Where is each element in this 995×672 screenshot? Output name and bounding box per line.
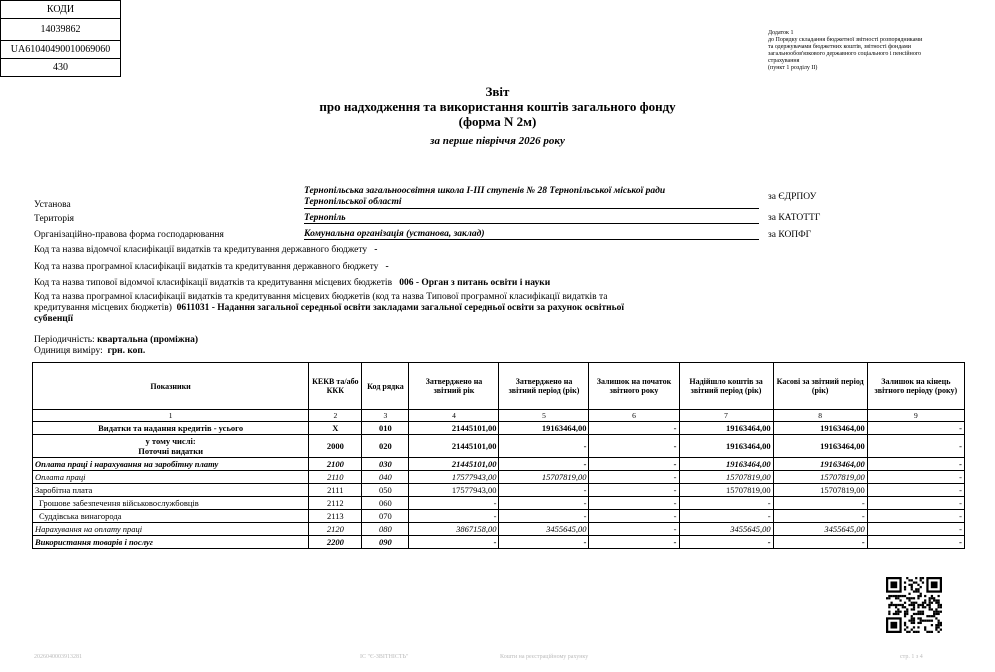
cell-c7: - [679,497,773,510]
cell-code: 080 [362,523,409,536]
cell-c5: - [499,458,589,471]
row-name: Використання товарів і послуг [33,536,309,549]
cell-code: 060 [362,497,409,510]
table-row [33,484,965,497]
institution-label: Установа [34,200,71,210]
cell-c9: - [867,536,964,549]
table-header-row [33,363,965,410]
col-number: 3 [362,410,409,422]
table-row [33,422,965,435]
org-form-label: Організаційно-правова форма господарювання [34,230,224,240]
cell-c4: 21445101,00 [409,435,499,458]
footer-account: Кошти на реєстраційному рахунку [500,654,589,660]
cell-kekv: 2110 [309,471,362,484]
cell-c9: - [867,471,964,484]
cell-c8: 15707819,00 [773,471,867,484]
col-header: Касові за звітний період (рік) [773,363,867,410]
row-name: Видатки та надання кредитів - усього [33,422,309,435]
cell-c8: 19163464,00 [773,435,867,458]
prog-local-label: Код та назва програмної класифікації видатків та кредитування місцевих бюджетів (код та назва Типової програмної класифікації видатків та [34,292,608,302]
col-number: 6 [589,410,679,422]
cell-kekv: 2200 [309,536,362,549]
col-header: Залишок на кінець звітного періоду (року) [867,363,964,410]
report-subtitle: про надходження та використання коштів загального фонду [319,99,676,114]
cell-c6: - [589,523,679,536]
cell-c9: - [867,458,964,471]
cell-kekv: 2100 [309,458,362,471]
table-row [33,435,965,458]
cell-c4: 21445101,00 [409,422,499,435]
appendix-line: (пункт 1 розділу II) [768,65,818,71]
cell-c8: 15707819,00 [773,484,867,497]
cell-c7: 15707819,00 [679,471,773,484]
unit-line [34,346,145,356]
cell-c9: - [867,422,964,435]
row-name-line: у тому числі: [145,436,196,446]
institution-line: Тернопільської області [304,197,402,207]
cell-kekv: 2120 [309,523,362,536]
cell-code: 040 [362,471,409,484]
report-period: за перше півріччя 2026 року [430,135,565,147]
cell-c9: - [867,510,964,523]
col-number: 4 [409,410,499,422]
column-number-row [33,410,965,422]
unit-label: Одиниця виміру: [34,346,103,356]
row-name: Оплата праці і нарахування на заробітну плату [33,458,309,471]
cell-c4: 21445101,00 [409,458,499,471]
prog-local-block [34,292,754,325]
cell-c7: - [679,510,773,523]
cell-kekv: 2111 [309,484,362,497]
table-row [33,471,965,484]
cell-code: 010 [362,422,409,435]
cell-c8: - [773,510,867,523]
cell-kekv: X [309,422,362,435]
territory-label: Територія [34,214,75,224]
table-row [33,497,965,510]
cell-c6: - [589,422,679,435]
footer-doc-id: 2026040003913281 [34,654,82,660]
cell-c9: - [867,435,964,458]
row-name: Заробітна плата [33,484,309,497]
typical-value: 006 - Орган з питань освіти і науки [399,278,551,288]
cell-c6: - [589,510,679,523]
cell-c9: - [867,484,964,497]
cell-c7: 19163464,00 [679,458,773,471]
report-title: Звіт [485,84,510,99]
col-header: Код рядка [362,363,409,410]
table-row [33,536,965,549]
cell-c6: - [589,435,679,458]
katottg-code: UA61040490010069060 [1,41,121,59]
cell-kekv: 2112 [309,497,362,510]
typical-label: Код та назва типової відомчої класифікації видатків та кредитування місцевих бюджетів [34,278,393,288]
cell-c7: 19163464,00 [679,435,773,458]
kopfg-code: 430 [1,59,121,77]
cell-c8: 19163464,00 [773,422,867,435]
cell-c5: - [499,510,589,523]
cell-code: 090 [362,536,409,549]
prog-local-label-cont: кредитування місцевих бюджетів) [34,303,172,313]
cell-c7: 19163464,00 [679,422,773,435]
table-row [33,458,965,471]
cell-c7: - [679,536,773,549]
cell-c6: - [589,484,679,497]
unit-value: грн. коп. [107,346,146,356]
row-name [33,435,309,458]
katottg-label: за КАТОТТГ [768,213,821,223]
appendix-line: страхування [768,58,800,64]
col-number: 7 [679,410,773,422]
footer-system: ІС "Є-ЗВІТНІСТЬ" [360,654,409,660]
periodicity-label: Періодичність: [34,335,95,345]
cell-c4: 17577943,00 [409,471,499,484]
codes-header: КОДИ [1,1,121,19]
institution-value [304,186,759,209]
cell-c8: - [773,536,867,549]
cell-c5: - [499,497,589,510]
kopfg-label: за КОПФГ [768,230,812,240]
edrpou-code: 14039862 [1,19,121,41]
cell-c9: - [867,497,964,510]
prog-local-value: 0611031 - Надання загальної середньої освіти закладами загальної середньої освіти за рахунок освітньої [176,303,625,313]
cell-c5: 3455645,00 [499,523,589,536]
cell-c5: - [499,536,589,549]
cell-c5: - [499,484,589,497]
periodicity-line [34,335,198,345]
cell-c4: - [409,510,499,523]
typical-line [34,278,550,288]
cell-c8: - [773,497,867,510]
qr-code-icon [886,577,942,633]
col-header: Затверджено на звітний період (рік) [499,363,589,410]
cell-c6: - [589,536,679,549]
col-header: Залишок на початок звітного року [589,363,679,410]
col-header: Надійшло коштів за звітний період (рік) [679,363,773,410]
table-row [33,510,965,523]
org-form-value: Комунальна організація (установа, заклад) [304,229,759,240]
cell-c6: - [589,471,679,484]
col-number: 1 [33,410,309,422]
cell-c5: - [499,435,589,458]
report-form: (форма N 2м) [458,114,537,129]
col-number: 9 [867,410,964,422]
cell-c6: - [589,497,679,510]
institution-line: Тернопільська загальноосвітня школа І-ІІІ ступенів № 28 Тернопільської міської ради [304,186,666,196]
report-table [32,362,965,549]
appendix-line: та одержувачами бюджетних коштів, звітності фондами [768,44,911,50]
edrpou-label: за ЄДРПОУ [768,192,817,202]
appendix-note [768,30,978,72]
cell-c5: 19163464,00 [499,422,589,435]
cell-code: 030 [362,458,409,471]
cell-c4: - [409,536,499,549]
footer-page: стр. 1 з 4 [900,654,923,660]
cell-c4: 3867158,00 [409,523,499,536]
cell-code: 020 [362,435,409,458]
col-number: 8 [773,410,867,422]
cell-c6: - [589,458,679,471]
prog-local-value-cont: субвенції [34,314,74,324]
prog-state-value: - [385,262,389,272]
cell-c7: 15707819,00 [679,484,773,497]
cell-c4: - [409,497,499,510]
cell-c9: - [867,523,964,536]
prog-state-label: Код та назва програмної класифікації видатків та кредитування державного бюджету [34,262,379,272]
col-header: Показники [33,363,309,410]
codes-table [0,0,121,77]
table-row [33,523,965,536]
cell-c4: 17577943,00 [409,484,499,497]
col-header: Затверджено на звітний рік [409,363,499,410]
col-header: КЕКВ та/або ККК [309,363,362,410]
cell-c8: 3455645,00 [773,523,867,536]
row-name: Грошове забезпечення військовослужбовців [33,497,309,510]
col-number: 5 [499,410,589,422]
appendix-line: до Порядку складання бюджетної звітності розпорядниками [768,37,923,43]
cell-c8: 19163464,00 [773,458,867,471]
appendix-line: загальнообов'язкового державного соціального і пенсійного [768,51,922,57]
prog-state-line [34,262,389,272]
cell-kekv: 2000 [309,435,362,458]
dept-state-label: Код та назва відомчої класифікації видатків та кредитування державного бюджету [34,245,368,255]
col-number: 2 [309,410,362,422]
cell-kekv: 2113 [309,510,362,523]
cell-code: 050 [362,484,409,497]
row-name: Суддівська винагорода [33,510,309,523]
dept-state-value: - [374,245,378,255]
appendix-line: Додаток 1 [768,30,794,36]
dept-state-line [34,245,377,255]
row-name-line: Поточні видатки [138,446,204,456]
row-name: Нарахування на оплату праці [33,523,309,536]
cell-c5: 15707819,00 [499,471,589,484]
row-name: Оплата праці [33,471,309,484]
territory-value: Тернопіль [304,213,759,224]
periodicity-value: квартальна (проміжна) [97,335,199,345]
cell-c7: 3455645,00 [679,523,773,536]
cell-code: 070 [362,510,409,523]
